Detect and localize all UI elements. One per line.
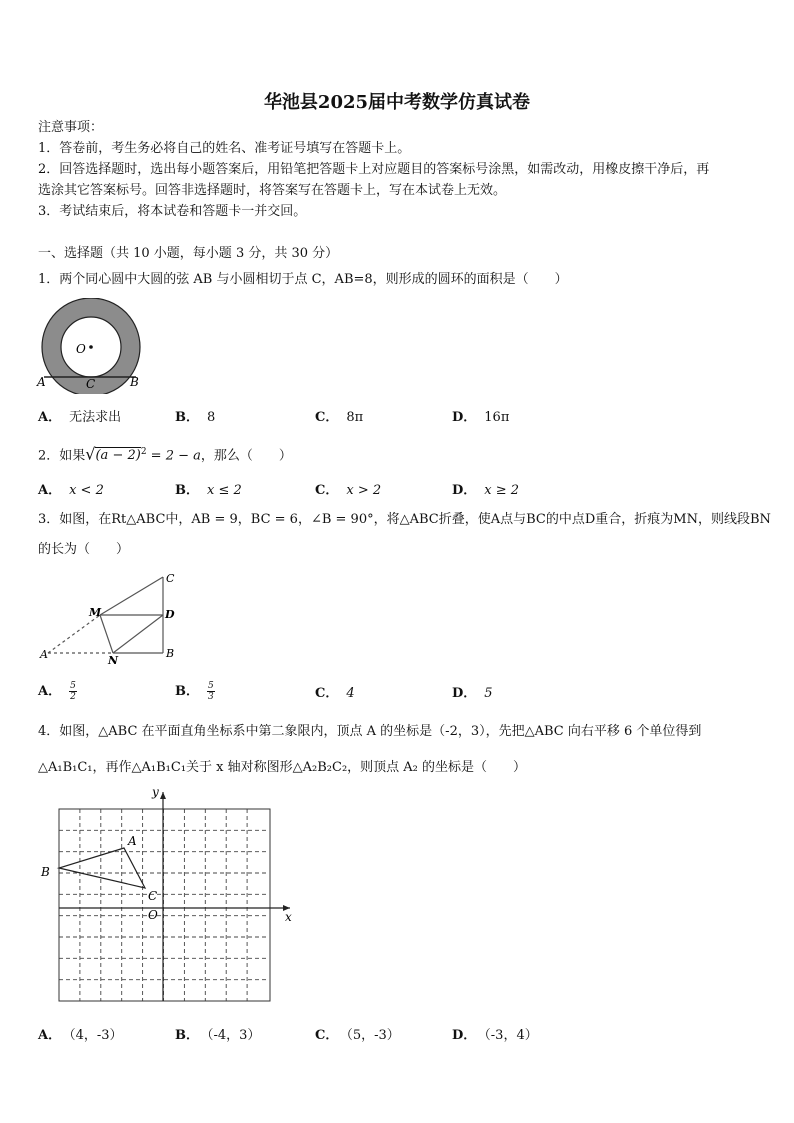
q4-label-c: C xyxy=(148,889,158,903)
q1-option-a[interactable]: A． 无法求出 xyxy=(38,410,122,425)
q1-label-o: O xyxy=(76,342,86,356)
q3-label-m: M xyxy=(89,606,102,619)
q4-stem-line2: △A₁B₁C₁，再作△A₁B₁C₁关于 x 轴对称图形△A₂B₂C₂，则顶点 A₂ 的坐标是（ ） xyxy=(38,760,527,775)
q4-label-b: B xyxy=(41,865,50,879)
q3-fold-figure xyxy=(38,568,188,668)
q1-label-a: A xyxy=(37,375,46,389)
q3-label-d: D xyxy=(165,608,175,621)
q3-option-a[interactable]: A． $\frac{5}{2}$ xyxy=(38,681,76,702)
notice-item-2: 2．回答选择题时，选出每小题答案后，用铅笔把答题卡上对应题目的答案标号涂黑，如需改动，用橡皮擦干净后，再 xyxy=(38,162,710,177)
q4-stem-line1: 4．如图，△ABC 在平面直角坐标系中第二象限内，顶点 A 的坐标是（-2，3），先把△ABC 向右平移 6 个单位得到 xyxy=(38,724,702,739)
q3-option-d[interactable]: D． 5 xyxy=(452,686,493,701)
q1-center-point xyxy=(89,345,93,349)
q3-label-b: B xyxy=(166,647,175,660)
q4-label-x: x xyxy=(285,910,292,924)
notice-item-3: 3．考试结束后，将本试卷和答题卡一并交回。 xyxy=(38,204,307,219)
q4-label-o: O xyxy=(148,908,158,922)
q3-option-b[interactable]: B． $\frac{5}{3}$ xyxy=(175,681,214,702)
notice-item-1: 1．答卷前，考生务必将自己的姓名、准考证号填写在答题卡上。 xyxy=(38,141,411,156)
q4-grid-figure xyxy=(36,784,298,1006)
q4-label-y: y xyxy=(152,785,159,799)
q1-annulus-figure xyxy=(36,298,150,394)
section-heading: 一、选择题（共 10 小题，每小题 3 分，共 30 分） xyxy=(38,246,339,261)
q2-option-d[interactable]: D． x ≥ 2 xyxy=(452,483,520,498)
q1-option-c[interactable]: C． 8π xyxy=(315,410,364,425)
q4-option-c[interactable]: C． （5，-3） xyxy=(315,1028,400,1043)
q1-label-b: B xyxy=(130,375,139,389)
notice-heading: 注意事项： xyxy=(38,120,104,135)
q2-option-b[interactable]: B． x ≤ 2 xyxy=(175,483,242,498)
q4-option-b[interactable]: B． （-4，3） xyxy=(175,1028,261,1043)
q1-option-b[interactable]: B． 8 xyxy=(175,410,216,425)
q1-label-c: C xyxy=(86,377,96,391)
q2-stem: 2．如果$√(a - 2)^2 = 2 - a$，那么（ ） xyxy=(38,444,292,464)
q1-option-d[interactable]: D． 16π xyxy=(452,410,510,425)
notice-item-2-cont: 选涂其它答案标号。回答非选择题时，将答案写在答题卡上，写在本试卷上无效。 xyxy=(38,183,507,198)
q3-label-c: C xyxy=(166,572,175,585)
q1-stem: 1．两个同心圆中大圆的弦 AB 与小圆相切于点 C，AB=8，则形成的圆环的面积是（ ） xyxy=(38,272,568,287)
q3-stem-line1: 3．如图，在Rt△ABC中，AB = 9，BC = 6，∠B = 90°，将△ABC折叠，使A点与BC的中点D重合，折痕为MN，则线段BN xyxy=(38,512,771,527)
q4-option-a[interactable]: A． （4，-3） xyxy=(38,1028,123,1043)
q3-label-n: N xyxy=(108,654,119,667)
q2-option-a[interactable]: A． x < 2 xyxy=(38,483,104,498)
q4-triangle-abc xyxy=(59,848,145,888)
q3-stem-line2: 的长为（ ） xyxy=(38,542,130,557)
q4-label-a: A xyxy=(128,834,137,848)
q2-radicand: (a − 2) xyxy=(95,448,141,464)
page-title: 华池县2025届中考数学仿真试卷 xyxy=(263,92,531,113)
q3-label-a: A xyxy=(40,648,48,661)
q4-option-d[interactable]: D． （-3，4） xyxy=(452,1028,538,1043)
q3-option-c[interactable]: C． 4 xyxy=(315,686,355,701)
q2-option-c[interactable]: C． x > 2 xyxy=(315,483,382,498)
